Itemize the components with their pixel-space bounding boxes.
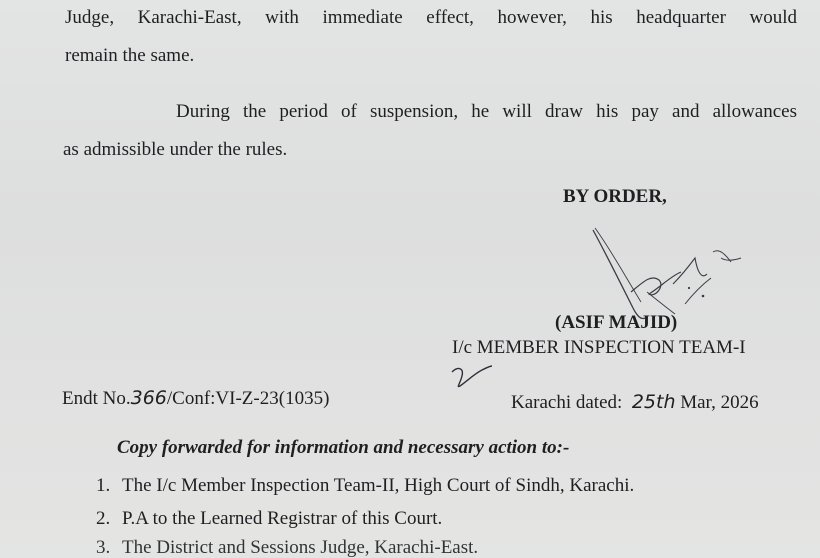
dated-prefix: Karachi dated: bbox=[511, 392, 623, 413]
list-number: 2. bbox=[96, 508, 111, 529]
paragraph-1-line-1: Judge, Karachi-East, with immediate effect, however, his headquarter would bbox=[65, 7, 797, 28]
paragraph-2-line-1: During the period of suspension, he will draw his pay and allowances bbox=[176, 101, 797, 122]
list-item bbox=[96, 476, 634, 495]
signatory-designation: I/c MEMBER INSPECTION TEAM-I bbox=[452, 337, 746, 358]
list-number: 3. bbox=[96, 537, 111, 558]
list-text: P.A to the Learned Registrar of this Court. bbox=[122, 508, 443, 529]
dated-day-handwritten: 25th bbox=[631, 391, 676, 413]
endorsement-prefix: Endt No. bbox=[62, 388, 131, 409]
paragraph-1-line-2: remain the same. bbox=[65, 45, 195, 66]
signatory-name: (ASIF MAJID) bbox=[555, 312, 678, 333]
dated-line bbox=[511, 393, 759, 412]
dated-suffix: Mar, 2026 bbox=[680, 392, 759, 413]
by-order-heading: BY ORDER, bbox=[563, 186, 667, 207]
list-item bbox=[96, 538, 478, 557]
endorsement-number bbox=[62, 389, 329, 408]
list-number: 1. bbox=[96, 475, 111, 496]
list-text: The District and Sessions Judge, Karachi-East. bbox=[122, 537, 479, 558]
endorsement-suffix: /Conf:VI-Z-23(1035) bbox=[166, 388, 330, 409]
copy-forwarded-heading: Copy forwarded for information and necessary action to:- bbox=[117, 437, 570, 458]
list-text: The I/c Member Inspection Team-II, High Court of Sindh, Karachi. bbox=[122, 475, 635, 496]
list-item bbox=[96, 509, 442, 528]
handwritten-initials bbox=[448, 362, 498, 392]
endorsement-number-handwritten: 366 bbox=[130, 387, 167, 409]
paragraph-2-line-2: as admissible under the rules. bbox=[63, 139, 288, 160]
